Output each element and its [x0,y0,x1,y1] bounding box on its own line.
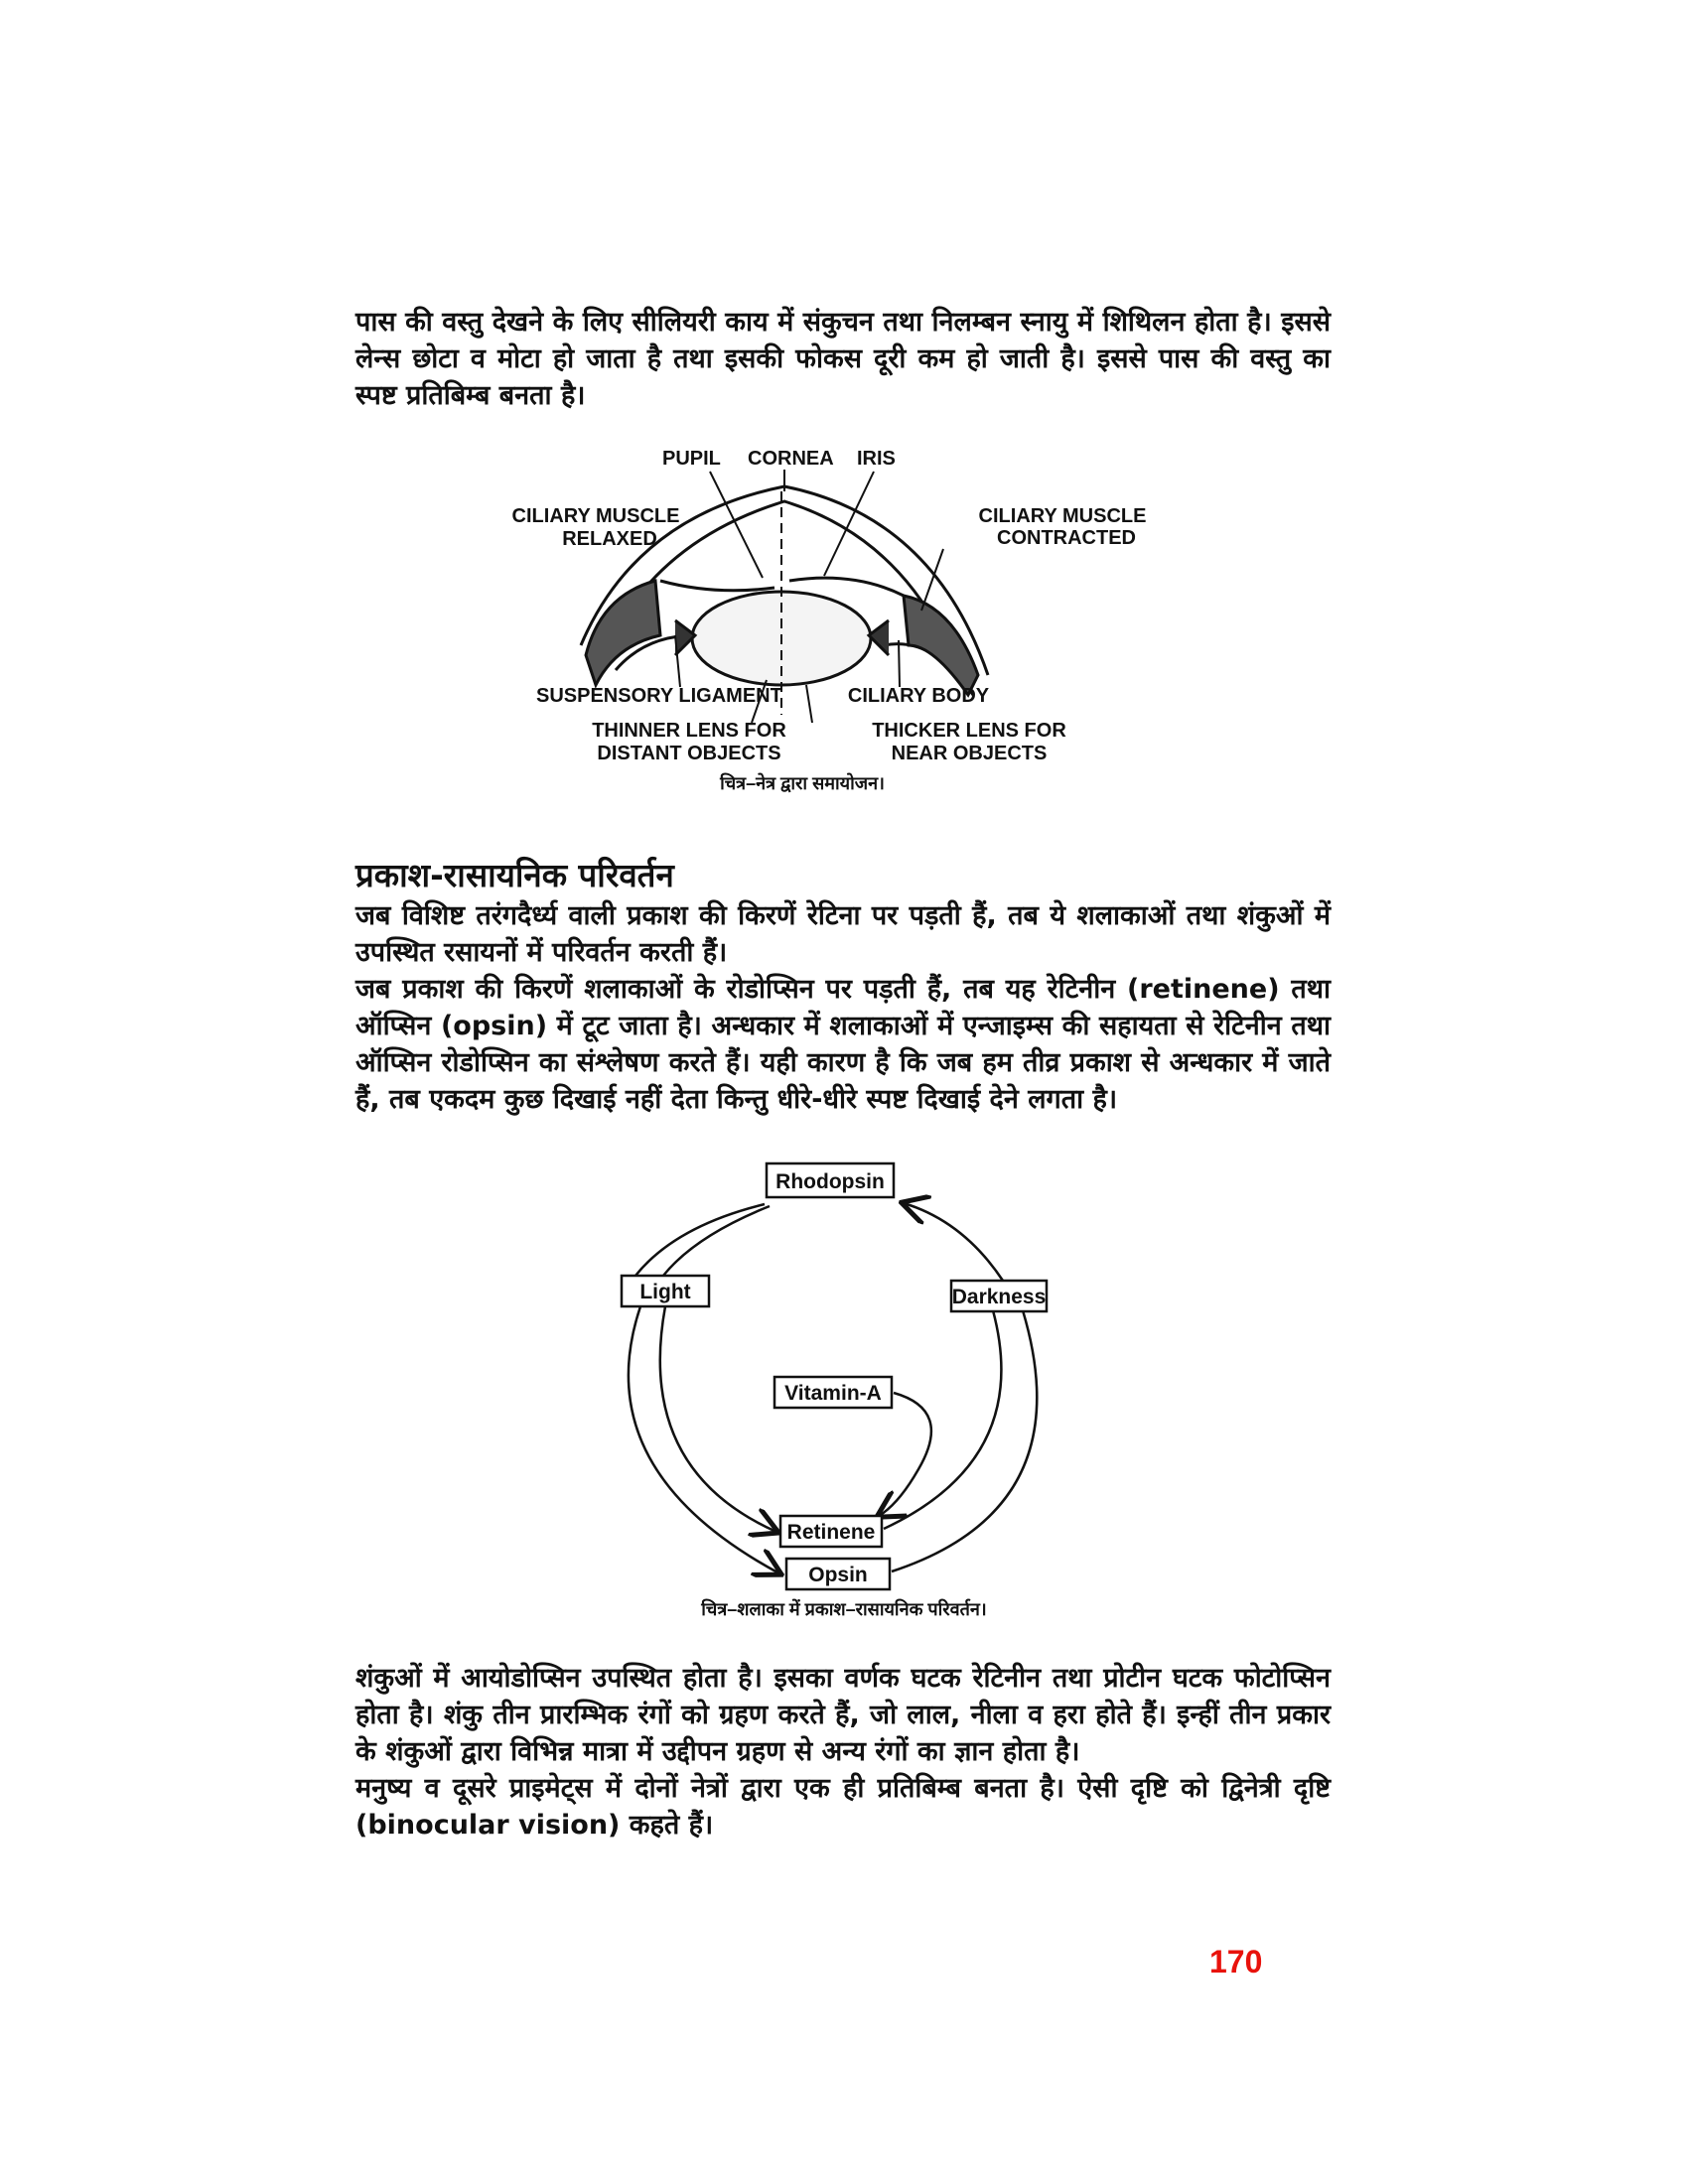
arc-darkness-to-rhodopsin [904,1203,1003,1281]
arc-vitamin-a-to-retinene [879,1393,931,1516]
rhodopsin-cycle-figure [0,1142,1688,1638]
label-cornea: CORNEA [748,448,834,470]
label-thinner-2: DISTANT OBJECTS [597,743,781,764]
label-iris: IRIS [857,448,896,470]
arc-light-to-opsin [629,1306,779,1573]
node-opsin: Opsin [808,1564,868,1586]
node-light: Light [639,1281,691,1303]
suspensory-left [675,620,695,655]
label-thinner-1: THINNER LENS FOR [592,720,786,742]
page-number: 170 [1209,1944,1263,1979]
node-darkness: Darkness [951,1286,1047,1308]
node-retinene: Retinene [786,1521,876,1544]
label-ciliary-relaxed-2: RELAXED [562,528,657,550]
paragraph-rhodopsin: जब प्रकाश की किरणें शलाकाओं के रोडोप्सिन पर पड़ती हैं, तब यह रेटिनीन (retinene) तथा ऑप्सिन (opsin) में टूट जाता है। अन्धकार में शलाकाओं में एन्जाइम्स की सहायता से रेटिनीन तथा ऑप्सिन रोडोप्सिन का संश्लेषण करते हैं। यही कारण है कि जब हम तीव्र प्रकाश से अन्धकार में जाते हैं, तब एकदम कुछ दिखाई नहीं देता किन्तु धीरे-धीरे स्पष्ट दिखाई देने लगता है। [355,974,1331,1115]
figure-1-caption: चित्र–नेत्र द्वारा समायोजन। [720,773,885,793]
label-suspensory-ligament: SUSPENSORY LIGAMENT [536,685,782,707]
label-ciliary-contracted-1: CILIARY MUSCLE [978,505,1147,527]
paragraph-iodopsin: शंकुओं में आयोडोप्सिन उपस्थित होता है। इसका वर्णक घटक रेटिनीन तथा प्रोटीन घटक फोटोप्सिन होता है। शंकु तीन प्रारम्भिक रंगों को ग्रहण करते हैं, जो लाल, नीला व हरा होते हैं। इन्हीं तीन प्रकार के शंकुओं द्वारा विभिन्न मात्रा में उद्दीपन ग्रहण से अन्य रंगों का ज्ञान होता है। [355,1663,1331,1767]
ciliary-muscle-right [904,596,978,695]
label-thicker-1: THICKER LENS FOR [872,720,1066,742]
node-vitamin-a: Vitamin-A [784,1382,882,1405]
label-pupil: PUPIL [662,448,721,470]
label-ciliary-body: CILIARY BODY [847,685,990,707]
node-rhodopsin: Rhodopsin [775,1170,885,1193]
paragraph-accommodation: पास की वस्तु देखने के लिए सीलियरी काय में संकुचन तथा निलम्बन स्नायु में शिथिलन होता है। इससे लेन्स छोटा व मोटा हो जाता है तथा इसकी फोकस दूरी कम हो जाती है। इससे पास की वस्तु का स्पष्ट प्रतिबिम्ब बनता है। [355,307,1331,411]
iris-left [660,581,774,591]
arc-rhodopsin-to-light-outer [635,1204,765,1276]
arc-rhodopsin-to-light-inner [663,1206,770,1276]
section-heading: प्रकाश-रासायनिक परिवर्तन [355,856,674,894]
label-thicker-2: NEAR OBJECTS [891,743,1048,764]
figure-2-caption: चित्र–शलाका में प्रकाश–रासायनिक परिवर्तन। [701,1599,987,1619]
paragraph-photochemical-intro: जब विशिष्ट तरंगदैर्ध्य वाली प्रकाश की किरणें रेटिना पर पड़ती हैं, तब ये शलाकाओं तथा शंकुओं में उपस्थित रसायनों में परिवर्तन करती हैं। [355,900,1331,968]
ciliary-muscle-left [586,581,660,685]
paragraph-binocular: मनुष्य व दूसरे प्राइमेट्स में दोनों नेत्रों द्वारा एक ही प्रतिबिम्ब बनता है। ऐसी दृष्टि को द्विनेत्री दृष्टि (binocular vision) कहते हैं। [355,1773,1331,1841]
arc-opsin-to-darkness [892,1310,1037,1571]
label-ciliary-relaxed-1: CILIARY MUSCLE [511,505,680,527]
suspensory-right [869,620,889,655]
eye-accommodation-figure [0,0,1688,814]
label-ciliary-contracted-2: CONTRACTED [997,527,1136,549]
